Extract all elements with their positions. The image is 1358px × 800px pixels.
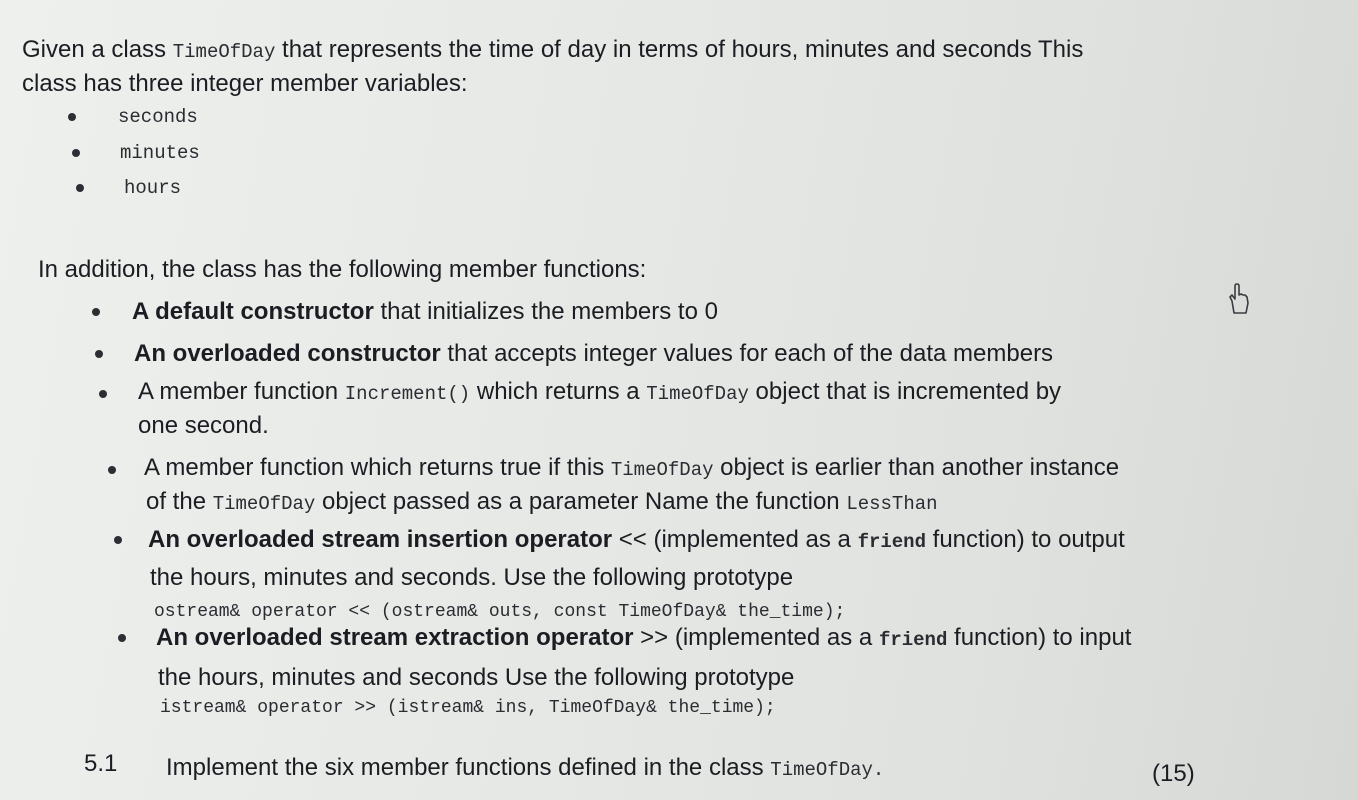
function-line: the hours, minutes and seconds Use the following prototype — [158, 664, 795, 691]
function-text: object passed as a parameter Name the function — [315, 488, 847, 515]
prototype-code: istream& operator >> (istream& ins, TimeOfDay& the_time); — [160, 698, 776, 718]
list-item: minutes — [120, 142, 200, 164]
function-text: that accepts integer values for each of the data members — [440, 340, 1054, 367]
function-code: LessThan — [846, 493, 938, 515]
function-line — [148, 524, 1125, 558]
question-text — [166, 752, 884, 786]
question-label: Implement the six member functions defined in the class — [166, 754, 771, 781]
function-text: of the — [146, 488, 213, 515]
function-text: << (implemented as a — [612, 526, 858, 553]
function-title: A default constructor — [132, 298, 374, 325]
intro-text: Given a class — [22, 36, 173, 63]
function-code: friend — [857, 531, 926, 553]
function-line — [156, 622, 1131, 656]
function-code: friend — [878, 629, 948, 651]
bullet-icon — [92, 308, 100, 316]
function-text: function) to input — [947, 624, 1132, 651]
intro-line-2: class has three integer member variables: — [22, 70, 468, 97]
class-name-code: TimeOfDay — [172, 41, 276, 63]
bullet-icon — [72, 149, 80, 157]
prototype-code: ostream& operator << (ostream& outs, const TimeOfDay& the_time); — [154, 602, 846, 622]
function-line — [146, 486, 938, 520]
list-item: seconds — [118, 106, 198, 128]
function-code: Increment() — [344, 383, 471, 405]
function-item-default-constructor — [132, 296, 718, 328]
function-text: that initializes the members to 0 — [373, 298, 718, 325]
function-text: object that is incremented by — [748, 378, 1062, 405]
function-text: which returns a — [470, 378, 647, 405]
function-title: An overloaded stream insertion operator — [148, 526, 613, 553]
function-code: TimeOfDay — [610, 459, 714, 481]
bullet-icon — [95, 350, 103, 358]
function-text: >> (implemented as a — [633, 624, 879, 651]
functions-heading: In addition, the class has the following member functions: — [38, 256, 647, 283]
function-code: TimeOfDay — [212, 493, 316, 515]
function-text: function) to output — [926, 526, 1125, 553]
function-text: object is earlier than another instance — [713, 454, 1120, 481]
function-line: one second. — [138, 412, 269, 439]
question-number: 5.1 — [84, 750, 118, 777]
question-marks: (15) — [1152, 760, 1195, 787]
bullet-icon — [118, 634, 126, 642]
hand-cursor-icon — [1228, 283, 1250, 315]
intro-text: that represents the time of day in terms of hours, minutes and seconds This — [275, 36, 1084, 63]
function-line — [138, 376, 1061, 410]
function-code: TimeOfDay — [646, 383, 749, 405]
function-text: A member function which returns true if this — [144, 454, 611, 481]
function-title: An overloaded stream extraction operator — [156, 624, 634, 651]
function-line: the hours, minutes and seconds. Use the following prototype — [150, 564, 794, 591]
bullet-icon — [76, 184, 84, 192]
bullet-icon — [99, 390, 107, 398]
function-title: An overloaded constructor — [134, 340, 441, 367]
bullet-icon — [108, 466, 116, 474]
function-line — [144, 452, 1119, 486]
question-code: TimeOfDay. — [770, 759, 885, 781]
function-item-overloaded-constructor — [134, 338, 1053, 370]
list-item: hours — [124, 177, 182, 199]
intro-line-1 — [22, 34, 1083, 68]
bullet-icon — [114, 536, 122, 544]
bullet-icon — [68, 113, 76, 121]
function-text: A member function — [138, 378, 345, 405]
